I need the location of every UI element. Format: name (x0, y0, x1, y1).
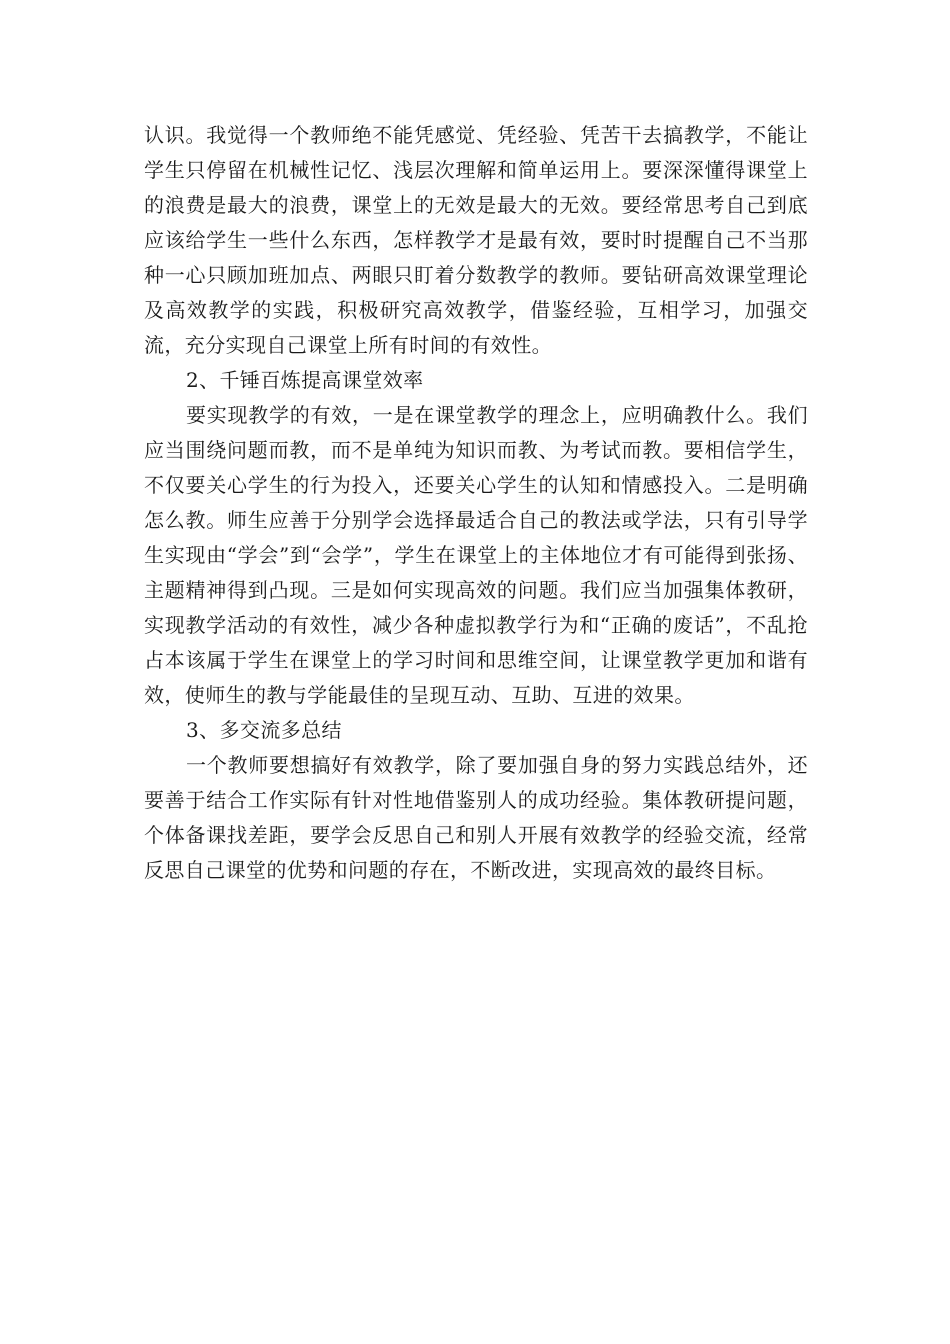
paragraph-section-3: 一个教师要想搞好有效教学，除了要加强自身的努力实践总结外，还要善于结合工作实际有针对性地借鉴别人的成功经验。集体教研提问题，个体备课找差距，要学会反思自己和别人开展有效教学的经验交流，经常反思自己课堂的优势和问题的存在，不断改进，实现高效的最终目标。 (144, 753, 808, 882)
section-heading-2: 2、千锤百炼提高课堂效率 (186, 368, 424, 392)
paragraph-section-2: 要实现教学的有效，一是在课堂教学的理念上，应明确教什么。我们应当围绕问题而教，而不是单纯为知识而教、为考试而教。要相信学生，不仅要关心学生的行为投入，还要关心学生的认知和情感投入。二是明确怎么教。师生应善于分别学会选择最适合自己的教法或学法，只有引导学生实现由“学会”到“会学”，学生在课堂上的主体地位才有可能得到张扬、主题精神得到凸现。三是如何实现高效的问题。我们应当加强集体教研，实现教学活动的有效性，减少各种虚拟教学行为和“正确的废话”，不乱抢占本该属于学生在课堂上的学习时间和思维空间，让课堂教学更加和谐有效，使师生的教与学能最佳的呈现互动、互助、互进的效果。 (144, 403, 808, 707)
section-heading-3: 3、多交流多总结 (186, 718, 342, 742)
document-body (144, 118, 808, 888)
paragraph-continuation: 认识。我觉得一个教师绝不能凭感觉、凭经验、凭苦干去搞教学，不能让学生只停留在机械性记忆、浅层次理解和简单运用上。要深深懂得课堂上的浪费是最大的浪费，课堂上的无效是最大的无效。要经常思考自己到底应该给学生一些什么东西，怎样教学才是最有效，要时时提醒自己不当那种一心只顾加班加点、两眼只盯着分数教学的教师。要钻研高效课堂理论及高效教学的实践，积极研究高效教学，借鉴经验，互相学习，加强交流，充分实现自己课堂上所有时间的有效性。 (144, 123, 808, 357)
